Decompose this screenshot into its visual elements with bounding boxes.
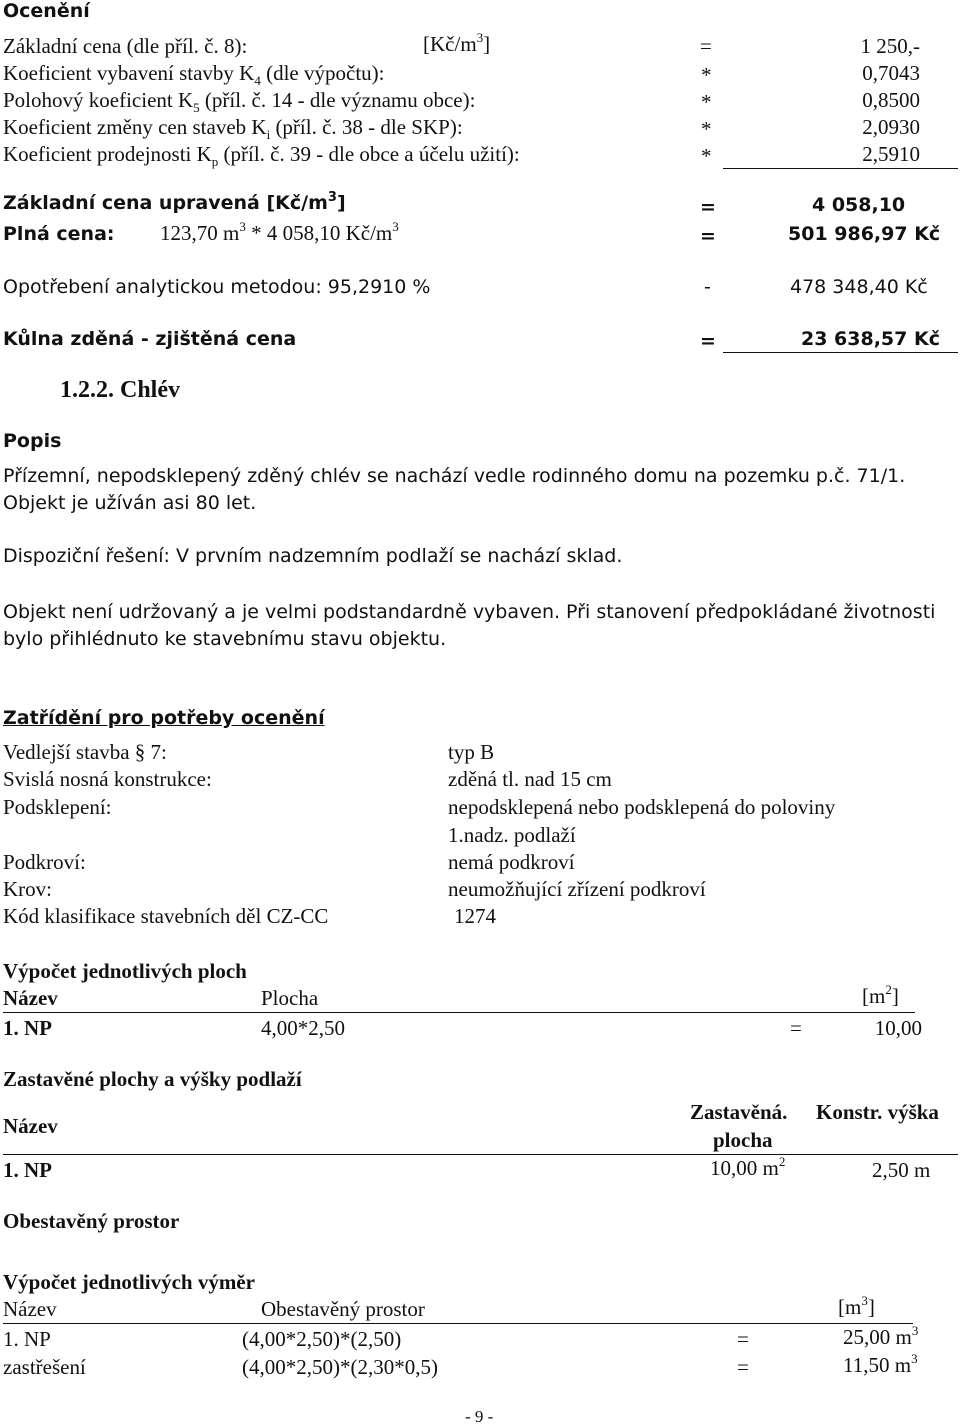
volumes-col-name: Název <box>3 1297 57 1321</box>
class-label-1: Svislá nosná konstrukce: <box>3 767 212 791</box>
coef-kp-label: Koeficient prodejnosti $K_p$ (příl. č. 39 - dle obce a účelu užití): <box>3 142 520 169</box>
coef-k5-value: 0,8500 <box>862 88 920 112</box>
coef-ki-label: Koeficient změny cen staveb $K_i$ (příl. č. 38 - dle SKP): <box>3 115 463 142</box>
built-col-height: Konstr. výška <box>816 1100 939 1124</box>
coef-kp-value: 2,5910 <box>862 142 920 166</box>
base-price-unit: $[Kč/m^3]$ <box>423 30 491 56</box>
result-underline <box>723 352 958 353</box>
class-value-3: 1.nadz. podlaží <box>448 823 576 847</box>
valuation-heading: Ocenění <box>3 0 90 22</box>
space-heading: Obestavěný prostor <box>3 1209 180 1233</box>
volumes-header-rule <box>3 1323 913 1324</box>
volumes-row-name-1: zastřešení <box>3 1355 86 1379</box>
class-value-5: neumožňující zřízení podkroví <box>448 877 706 901</box>
volumes-col-unit: $[m^3]$ <box>838 1293 875 1319</box>
description-p1-line2: Objekt je užíván asi 80 let. <box>3 492 257 514</box>
result-label: Kůlna zděná - zjištěná cena <box>3 328 297 350</box>
areas-col-area: Plocha <box>261 986 319 1010</box>
volumes-row-value-0: 25,00 $m^3$ <box>843 1323 919 1349</box>
volumes-row-op-1: = <box>737 1355 749 1379</box>
volumes-row-formula-0: (4,00*2,50)*(2,50) <box>242 1327 402 1351</box>
class-value-6: 1274 <box>454 904 496 928</box>
class-label-4: Podkroví: <box>3 850 86 874</box>
areas-row-formula: 4,00*2,50 <box>261 1016 345 1040</box>
coef-k4-label: Koeficient vybavení stavby $K_4$ (dle výpočtu): <box>3 61 385 88</box>
coef-k4-value: 0,7043 <box>862 61 920 85</box>
built-col-area-2: plocha <box>713 1128 773 1152</box>
coef-ki-op: * <box>701 117 712 141</box>
coef-ki-value: 2,0930 <box>862 115 920 139</box>
description-heading: Popis <box>3 430 62 452</box>
description-p1-line1: Přízemní, nepodsklepený zděný chlév se nachází vedle rodinného domu na pozemku p.č. 71/1. <box>3 465 906 487</box>
sum-underline <box>723 168 958 169</box>
class-value-0: typ B <box>448 740 495 764</box>
class-label-6: Kód klasifikace stavebních děl CZ-CC <box>3 904 329 928</box>
volumes-row-value-1: 11,50 $m^3$ <box>843 1351 918 1377</box>
description-p3-line1: Objekt není udržovaný a je velmi podstandardně vybaven. Při stanovení předpokládané životnosti <box>3 601 936 623</box>
volumes-row-op-0: = <box>737 1327 749 1351</box>
built-col-area-1: Zastavěná. <box>690 1100 788 1124</box>
adjusted-price-op: = <box>700 196 716 218</box>
full-price-formula: 123,70 $m^3 * 4$ 058,10 $Kč/m^3$ <box>160 219 399 245</box>
areas-row-name: 1. NP <box>3 1016 52 1040</box>
description-p3-line2: bylo přihlédnuto ke stavebnímu stavu objektu. <box>3 628 447 650</box>
built-row-name: 1. NP <box>3 1158 52 1182</box>
areas-col-unit: $[m^2]$ <box>862 982 899 1008</box>
full-price-value: 501 986,97 Kč <box>788 223 941 245</box>
wear-op: - <box>704 276 711 298</box>
base-price-op: = <box>700 34 712 58</box>
coef-k5-op: * <box>701 90 712 114</box>
class-value-1: zděná tl. nad 15 cm <box>448 767 612 791</box>
wear-value: 478 348,40 Kč <box>790 276 928 298</box>
volumes-row-formula-1: (4,00*2,50)*(2,30*0,5) <box>242 1355 438 1379</box>
class-label-5: Krov: <box>3 877 52 901</box>
areas-row-op: = <box>790 1016 802 1040</box>
built-heading: Zastavěné plochy a výšky podlaží <box>3 1067 302 1091</box>
class-label-2: Podsklepení: <box>3 795 112 819</box>
coef-k5-label: Polohový koeficient $K_5$ (příl. č. 14 - dle významu obce): <box>3 88 476 115</box>
volumes-row-name-0: 1. NP <box>3 1327 51 1351</box>
class-value-2: nepodsklepená nebo podsklepená do poloviny <box>448 795 836 819</box>
volumes-heading: Výpočet jednotlivých výměr <box>3 1270 255 1294</box>
built-header-rule <box>3 1154 958 1155</box>
volumes-col-space: Obestavěný prostor <box>261 1297 425 1321</box>
built-row-area: 10,00 $m^2$ <box>710 1154 786 1180</box>
class-value-4: nemá podkroví <box>448 850 575 874</box>
built-row-height: 2,50 m <box>872 1158 931 1182</box>
areas-header-rule <box>3 1012 915 1013</box>
areas-col-name: Název <box>3 986 58 1010</box>
page-number: - 9 - <box>465 1407 494 1426</box>
areas-row-value: 10,00 <box>874 1016 922 1040</box>
base-price-label: Základní cena (dle příl. č. 8): <box>3 34 248 58</box>
class-label-0: Vedlejší stavba § 7: <box>3 740 167 764</box>
full-price-label: Plná cena: <box>3 223 115 245</box>
coef-kp-op: * <box>701 144 712 168</box>
base-price-value: 1 250,- <box>860 34 920 58</box>
wear-label: Opotřebení analytickou metodou: 95,2910 % <box>3 276 431 298</box>
adjusted-price-label: Základní cena upravená $[Kč/m^3]$ <box>3 190 346 214</box>
result-op: = <box>700 330 716 352</box>
areas-heading: Výpočet jednotlivých ploch <box>3 959 247 983</box>
section-heading: 1.2.2. Chlév <box>60 377 180 403</box>
adjusted-price-value: 4 058,10 <box>812 194 906 216</box>
coef-k4-op: * <box>701 63 712 87</box>
built-col-name: Název <box>3 1114 58 1138</box>
description-p2: Dispoziční řešení: V prvním nadzemním podlaží se nachází sklad. <box>3 545 623 567</box>
classification-heading: Zatřídění pro potřeby ocenění <box>3 707 325 729</box>
result-value: 23 638,57 Kč <box>801 328 940 350</box>
full-price-op: = <box>700 225 716 247</box>
